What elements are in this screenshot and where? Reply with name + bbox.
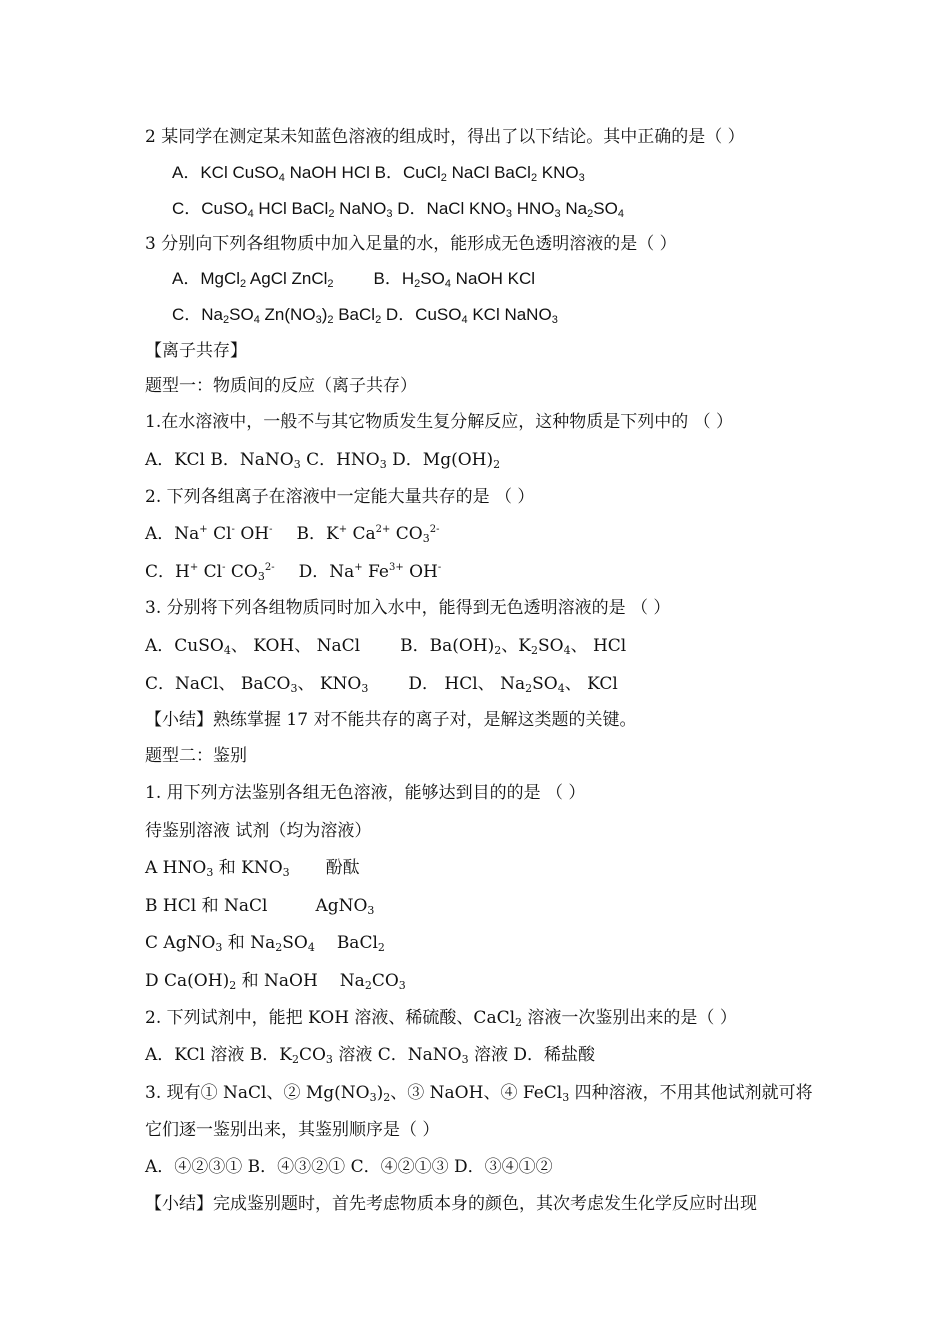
ion-question-3-options-ab xyxy=(145,635,626,657)
text: 1. 用下列方法鉴别各组无色溶液，能够达到目的的是 （ ） xyxy=(145,783,586,803)
text: 【小结】熟练掌握 17 对不能共存的离子对，是解这类题的关键。 xyxy=(145,710,637,730)
superscript: + xyxy=(338,524,348,535)
subscript: 2 xyxy=(530,172,538,184)
subscript: 3 xyxy=(361,682,369,695)
subscript: 3 xyxy=(398,979,406,992)
text: 待鉴别溶液 试剂（均为溶液） xyxy=(145,821,372,841)
text: C．Na xyxy=(172,305,224,324)
subscript: 4 xyxy=(247,208,254,220)
text: SO xyxy=(593,199,618,218)
text: OH xyxy=(234,524,270,544)
text: 题型二：鉴别 xyxy=(145,746,247,766)
text: 【小结】完成鉴别题时，首先考虑物质本身的颜色，其次考虑发生化学反应时出现 xyxy=(145,1194,757,1214)
subscript: 4 xyxy=(253,314,260,326)
text: SO xyxy=(420,269,445,288)
subscript: 3 xyxy=(379,458,387,471)
superscript: 2+ xyxy=(375,524,391,535)
text: 溶液 C．NaNO xyxy=(332,1045,462,1065)
question-3-stem xyxy=(145,233,677,255)
subscript: 3 xyxy=(505,208,513,220)
superscript: 2- xyxy=(264,562,275,573)
superscript: 3+ xyxy=(388,562,404,573)
text: C AgNO xyxy=(145,933,216,953)
text: A．④②③① B．④③②① C．④②①③ D．③④①② xyxy=(145,1157,553,1177)
subscript: 2 xyxy=(375,314,382,326)
question-3-options-ab xyxy=(172,268,535,290)
text: 溶液一次鉴别出来的是（ ） xyxy=(522,1008,737,1028)
subscript: 2 xyxy=(493,458,501,471)
text: CO xyxy=(298,1045,326,1065)
text: 、③ NaOH、④ FeCl xyxy=(390,1083,563,1103)
text: A．KCl CuSO xyxy=(172,163,279,182)
summary-ion-coexistence xyxy=(145,709,636,731)
text: B．H xyxy=(373,269,415,288)
subscript: 4 xyxy=(563,644,571,657)
text: D．CuSO xyxy=(381,305,462,324)
text: Cl xyxy=(207,524,232,544)
ion-question-3-stem xyxy=(145,597,670,619)
text: KCl NaNO xyxy=(467,305,552,324)
text: NaCl BaCl xyxy=(446,163,531,182)
text: A．MgCl xyxy=(172,269,241,288)
question-3-options-cd xyxy=(172,304,558,326)
subscript: 3 xyxy=(215,941,223,954)
subscript: 3 xyxy=(206,866,214,879)
text: A．KCl B．NaNO xyxy=(145,450,294,470)
identify-question-1-row-d xyxy=(145,970,406,992)
text: 、 HCl xyxy=(570,636,627,656)
text: OH xyxy=(403,562,438,582)
text: 酚酞 xyxy=(325,858,360,878)
text: Ca xyxy=(347,524,376,544)
text: 3 分别向下列各组物质中加入足量的水，能形成无色透明溶液的是（ ） xyxy=(145,234,677,254)
subscript: 3 xyxy=(554,208,561,220)
text: 、 KOH、 NaCl xyxy=(230,636,361,656)
identify-question-1-stem xyxy=(145,782,585,804)
text: 2 某同学在测定某未知蓝色溶液的组成时，得出了以下结论。其中正确的是（ ） xyxy=(145,127,745,147)
ion-question-1-stem xyxy=(145,411,733,433)
superscript: - xyxy=(269,524,273,535)
text: 【离子共存】 xyxy=(145,341,247,361)
question-2-options-cd xyxy=(172,198,624,220)
text: A HNO xyxy=(145,858,207,878)
subscript: 2 xyxy=(364,979,372,992)
text: CO xyxy=(225,562,258,582)
identify-question-1-table-header xyxy=(145,820,371,842)
text: C．HNO xyxy=(300,450,380,470)
subscript: 3 xyxy=(293,458,301,471)
subscript: 2 xyxy=(240,278,247,290)
text: Cl xyxy=(198,562,223,582)
subscript: 4 xyxy=(557,682,565,695)
subscript: 4 xyxy=(461,314,468,326)
subscript: 2 xyxy=(414,278,421,290)
text: 、 KNO xyxy=(297,674,362,694)
superscript: - xyxy=(231,524,235,535)
text: A．CuSO xyxy=(145,636,224,656)
text: D．Na xyxy=(298,562,355,582)
text: Na xyxy=(560,199,588,218)
text: 2. 下列试剂中，能把 KOH 溶液、稀硫酸、CaCl xyxy=(145,1008,516,1028)
text: ) xyxy=(321,305,328,324)
subscript: 2 xyxy=(275,941,283,954)
identify-question-3-options xyxy=(145,1156,553,1178)
superscript: - xyxy=(437,562,442,573)
subscript: 3 xyxy=(325,1053,333,1066)
subscript: 3 xyxy=(461,1053,469,1066)
subscript: 2 xyxy=(515,1016,523,1029)
text: D． HCl、 Na xyxy=(408,674,526,694)
identify-question-3-stem-continued xyxy=(145,1119,439,1141)
text: Na xyxy=(339,971,365,991)
subscript: 3 xyxy=(562,1091,570,1104)
identify-question-3-stem xyxy=(145,1082,813,1104)
subscript: 3 xyxy=(578,172,585,184)
subscript: 2 xyxy=(383,1091,391,1104)
subscript: 2 xyxy=(440,172,447,184)
subscript: 3 xyxy=(422,532,430,545)
subscript: 3 xyxy=(282,866,290,879)
text: D Ca(OH) xyxy=(145,971,230,991)
text: HCl BaCl xyxy=(253,199,329,218)
text: D．NaCl KNO xyxy=(392,199,506,218)
superscript: - xyxy=(222,562,226,573)
subscript: 2 xyxy=(223,314,230,326)
subscript: 2 xyxy=(525,682,533,695)
question-2-options-ab xyxy=(172,162,585,184)
identify-question-2-options xyxy=(145,1044,595,1066)
text: CO xyxy=(371,971,399,991)
subscript: 3 xyxy=(290,682,298,695)
ion-question-2-options-cd xyxy=(145,561,441,583)
text: 题型一：物质间的反应（离子共存） xyxy=(145,376,417,396)
text: C．CuSO xyxy=(172,199,248,218)
text: 1.在水溶液中，一般不与其它物质发生复分解反应，这种物质是下列中的 （ ） xyxy=(145,412,734,432)
ion-question-2-stem xyxy=(145,486,534,508)
ion-question-1-options xyxy=(145,449,500,471)
text: 四种溶液，不用其他试剂就可将 xyxy=(569,1083,813,1103)
text: BaCl xyxy=(333,305,376,324)
text: B．K xyxy=(296,524,339,544)
question-type-2-heading xyxy=(145,745,247,767)
subscript: 2 xyxy=(327,278,334,290)
superscript: + xyxy=(199,524,208,535)
text: AgNO xyxy=(315,896,368,916)
subscript: 4 xyxy=(223,644,231,657)
identify-question-2-stem xyxy=(145,1007,737,1029)
identify-question-1-row-c xyxy=(145,932,385,954)
text: 和 KNO xyxy=(213,858,283,878)
superscript: + xyxy=(189,562,199,573)
superscript: 2- xyxy=(429,524,440,535)
subscript: 2 xyxy=(229,979,237,992)
subscript: 2 xyxy=(587,208,594,220)
text: Fe xyxy=(362,562,389,582)
text: A．Na xyxy=(145,524,200,544)
subscript: 2 xyxy=(327,314,334,326)
subscript: 3 xyxy=(257,570,265,583)
subscript: 2 xyxy=(530,644,538,657)
subscript: 3 xyxy=(367,904,375,917)
text: C．NaCl、 BaCO xyxy=(145,674,291,694)
text: B HCl 和 NaCl xyxy=(145,896,268,916)
text: D．Mg(OH) xyxy=(386,450,494,470)
subscript: 2 xyxy=(291,1053,299,1066)
subscript: 4 xyxy=(617,208,624,220)
ion-question-3-options-cd xyxy=(145,673,618,695)
text: HNO xyxy=(512,199,555,218)
text: NaOH KCl xyxy=(450,269,536,288)
superscript: + xyxy=(354,562,363,573)
text: BaCl xyxy=(336,933,378,953)
text: SO xyxy=(282,933,308,953)
text: 和 NaOH xyxy=(236,971,318,991)
text: ) xyxy=(376,1083,384,1103)
question-type-1-heading xyxy=(145,375,417,397)
text: 、 KCl xyxy=(564,674,618,694)
section-heading-ion-coexistence xyxy=(145,340,247,362)
text: SO xyxy=(229,305,254,324)
subscript: 4 xyxy=(278,172,285,184)
text: 2. 下列各组离子在溶液中一定能大量共存的是 （ ） xyxy=(145,487,535,507)
text: 它们逐一鉴别出来，其鉴别顺序是（ ） xyxy=(145,1120,440,1140)
text: SO xyxy=(537,636,564,656)
subscript: 3 xyxy=(551,314,558,326)
text: 和 Na xyxy=(222,933,276,953)
text: 3. 现有① NaCl、② Mg(NO xyxy=(145,1083,370,1103)
subscript: 2 xyxy=(328,208,335,220)
text: KNO xyxy=(537,163,579,182)
text: 3. 分别将下列各组物质同时加入水中，能得到无色透明溶液的是 （ ） xyxy=(145,598,671,618)
text: NaOH HCl B．CuCl xyxy=(284,163,441,182)
text: 溶液 D．稀盐酸 xyxy=(468,1045,595,1065)
text: B．Ba(OH) xyxy=(400,636,495,656)
text: C．H xyxy=(145,562,190,582)
summary-identification xyxy=(145,1193,757,1215)
text: NaNO xyxy=(334,199,387,218)
text: AgCl ZnCl xyxy=(246,269,328,288)
question-2-stem xyxy=(145,126,745,148)
ion-question-2-options-ab xyxy=(145,523,440,545)
identify-question-1-row-b xyxy=(145,895,374,917)
text: CO xyxy=(390,524,423,544)
subscript: 4 xyxy=(444,278,451,290)
text: 、K xyxy=(501,636,531,656)
identify-question-1-row-a xyxy=(145,857,360,879)
text: Zn(NO xyxy=(259,305,316,324)
subscript: 2 xyxy=(494,644,502,657)
text: SO xyxy=(532,674,558,694)
subscript: 3 xyxy=(386,208,393,220)
subscript: 3 xyxy=(315,314,322,326)
subscript: 2 xyxy=(377,941,385,954)
subscript: 4 xyxy=(307,941,315,954)
text: A．KCl 溶液 B．K xyxy=(145,1045,292,1065)
subscript: 3 xyxy=(369,1091,377,1104)
